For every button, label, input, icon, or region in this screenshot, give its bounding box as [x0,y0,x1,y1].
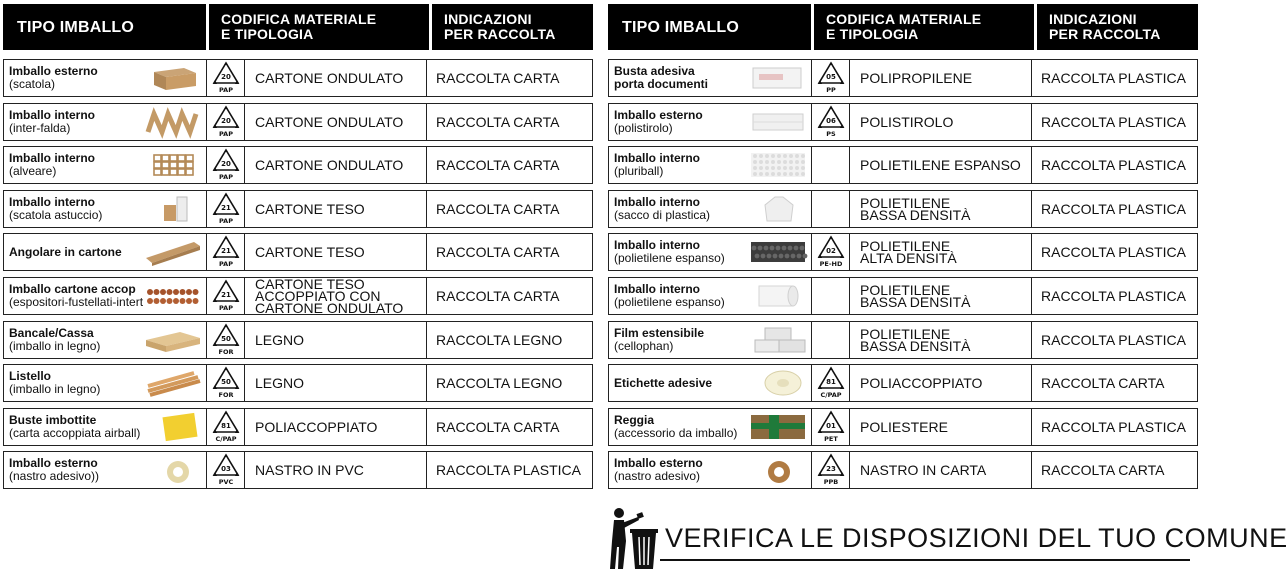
packaging-name-line2: porta documenti [614,77,709,91]
svg-text:PAP: PAP [218,303,233,312]
material-line: POLIETILENE [860,238,951,255]
recycling-code-cell [812,191,850,227]
collection-cell: RACCOLTA PLASTICA [1041,418,1186,435]
table-row [608,277,1198,315]
material-text [255,113,404,130]
svg-text:PAP: PAP [218,216,233,225]
packaging-name: Imballo esterno [9,64,98,78]
recycling-code-cell [207,104,245,140]
header-codifica [814,4,1034,50]
material-text [255,72,403,84]
packaging-type-text [614,239,725,265]
svg-text:PAP: PAP [218,260,233,269]
recycling-symbol-icon [211,366,241,400]
recycling-symbol-icon [211,453,241,487]
packaging-name: Imballo cartone accop [9,281,136,296]
packaging-subtitle: (carta accoppiata airball) [9,425,141,440]
packaging-name: Buste imbottite [9,412,97,427]
packaging-type-text [614,377,712,390]
foam-image [749,108,807,136]
packaging-type-text [614,196,710,222]
svg-text:20: 20 [220,116,231,125]
packaging-name: Imballo interno [9,151,96,166]
packaging-subtitle: (polietilene espanso) [614,294,725,309]
footer-notice [608,505,1288,575]
material-cell [245,452,427,488]
material-cell [245,60,427,96]
material-line: BASSA DENSITÀ [860,337,971,354]
left-table-rows [3,59,593,489]
material-text [860,325,971,354]
material-line: POLIETILENE [860,281,951,298]
svg-text:81: 81 [220,421,231,430]
table-row [608,233,1198,271]
recycling-code-cell [207,409,245,445]
header-indicazioni [432,4,593,50]
material-cell [245,147,427,183]
svg-text:PP: PP [825,86,836,94]
packaging-type-text [9,414,140,440]
table-row [3,451,593,489]
collection-cell: RACCOLTA CARTA [436,287,560,304]
packaging-type-cell [609,60,812,96]
packaging-subtitle: (polietilene espanso) [614,251,725,266]
material-line: CARTONE TESO [255,244,365,261]
collection-cell: RACCOLTA PLASTICA [1041,287,1186,304]
material-cell [850,147,1032,183]
packaging-type-cell [609,452,812,488]
material-cell [850,365,1032,401]
recycling-symbol-icon [816,410,846,444]
material-line: ACCOPPIATO CON [255,287,381,304]
material-line: POLIPROPILENE [860,70,973,86]
table-row [3,59,593,97]
grid-image [144,151,202,179]
right-table [608,4,1198,495]
material-cell [850,452,1032,488]
table-row [608,146,1198,184]
header-codifica-text: CODIFICA MATERIALE E TIPOLOGIA [826,11,982,42]
table-row [3,103,593,141]
collection-cell: RACCOLTA PLASTICA [1041,70,1186,86]
packaging-type-cell [4,104,207,140]
packaging-name: Bancale/Cassa [9,325,94,340]
recycling-code-cell [812,322,850,358]
packaging-type-text [614,457,703,483]
packaging-type-cell [609,322,812,358]
case-image [144,195,202,223]
tape-image [144,456,202,484]
table-row [3,277,593,315]
packaging-name: Reggia [614,412,655,427]
table-row [608,321,1198,359]
material-text [860,238,957,267]
packaging-type-cell [609,191,812,227]
table-row [608,364,1198,402]
packaging-type-text [9,65,98,91]
table-row [608,408,1198,446]
material-cell [850,191,1032,227]
packaging-type-text [614,327,704,353]
header-indicazioni [1037,4,1198,50]
collection-cell: RACCOLTA PLASTICA [1041,200,1186,217]
papertape-image [749,456,807,484]
recycling-code-cell [207,60,245,96]
packaging-type-cell [609,147,812,183]
folds-image [144,108,202,136]
svg-text:23: 23 [825,465,836,474]
recycling-symbol-icon [816,235,846,269]
packaging-type-cell [4,365,207,401]
svg-text:PVC: PVC [218,478,233,487]
eggfoam-image [749,238,807,266]
svg-text:21: 21 [220,203,231,212]
collection-cell: RACCOLTA LEGNO [436,331,563,348]
svg-text:05: 05 [825,73,836,81]
packaging-name: Imballo interno [614,151,701,166]
packaging-type-text [614,109,703,135]
material-cell [245,365,427,401]
table-row [608,59,1198,97]
packaging-name: Imballo interno [9,107,96,122]
packaging-subtitle: (inter-falda) [9,120,71,135]
svg-text:FOR: FOR [218,347,233,356]
svg-text:03: 03 [220,465,231,474]
recycling-code-cell [812,278,850,314]
packaging-subtitle: (nastro adesivo)) [9,469,100,484]
material-line: BASSA DENSITÀ [860,293,971,310]
table-row [608,451,1198,489]
collection-cell: RACCOLTA CARTA [436,157,560,174]
recycling-code-cell [812,409,850,445]
recycling-code-cell [207,365,245,401]
collection-cell: RACCOLTA CARTA [436,244,560,261]
packaging-type-cell [4,191,207,227]
packaging-type-cell [609,365,812,401]
envelope-image [144,413,202,441]
packaging-type-cell [609,104,812,140]
left-table [3,4,593,495]
packaging-type-text [9,109,95,135]
svg-text:21: 21 [220,290,231,299]
collection-cell: RACCOLTA LEGNO [436,375,563,392]
collection-cell: RACCOLTA PLASTICA [1041,157,1186,174]
material-line: CARTONE ONDULATO [255,157,404,174]
box-image [144,64,202,92]
sack-image [749,195,807,223]
packaging-subtitle: (scatola) [9,77,56,91]
tubes-image [144,282,202,310]
packaging-type-text [9,283,143,309]
table-row [3,321,593,359]
packaging-subtitle: (alveare) [9,164,57,179]
material-line: BASSA DENSITÀ [860,206,971,223]
material-line: CARTONE ONDULATO [255,113,404,130]
packaging-type-cell [4,278,207,314]
material-cell [245,104,427,140]
collection-cell: RACCOLTA CARTA [1041,462,1165,479]
recycling-symbol-icon [211,192,241,226]
packaging-type-text [9,196,102,222]
packaging-name: Imballo interno [614,194,701,209]
recycling-symbol-icon [211,61,241,95]
bubble-image [749,151,807,179]
material-text [255,275,404,316]
footer-underline [660,559,1190,561]
material-line: POLIACCOPPIATO [860,375,983,392]
docbag-image [749,64,807,92]
recycling-symbol-icon [816,61,846,95]
table-row [3,364,593,402]
header-codifica [209,4,429,50]
material-cell [245,191,427,227]
packaging-name: Imballo esterno [614,107,703,122]
material-cell [850,322,1032,358]
collection-cell: RACCOLTA PLASTICA [1041,113,1186,130]
collection-cell: RACCOLTA PLASTICA [436,462,581,479]
packaging-type-text [614,152,700,178]
packaging-subtitle: (polistirolo) [614,120,673,135]
recycling-symbol-icon [211,235,241,269]
header-tipo-imballo: TIPO IMBALLO [3,4,206,50]
svg-text:06: 06 [825,116,836,125]
packaging-subtitle: (accessorio da imballo) [614,425,738,440]
packaging-name: Listello [9,369,52,384]
collection-cell: RACCOLTA CARTA [436,418,560,435]
film-image [749,326,807,354]
strap-image [749,413,807,441]
packaging-name: Imballo esterno [614,456,703,471]
recycling-symbol-icon [211,279,241,313]
material-cell [245,322,427,358]
table-row [608,190,1198,228]
sticks-image [144,369,202,397]
svg-text:21: 21 [220,247,231,256]
recycling-code-cell [207,278,245,314]
packaging-subtitle: (cellophan) [614,338,674,353]
table-row [608,103,1198,141]
svg-text:FOR: FOR [218,391,233,400]
svg-text:PPB: PPB [823,478,838,487]
material-line: ALTA DENSITÀ [860,250,957,267]
recycling-code-cell [812,147,850,183]
recycling-symbol-icon [816,366,846,400]
svg-text:PET: PET [823,434,838,443]
recycling-code-cell [812,60,850,96]
packaging-name: Imballo interno [9,194,96,209]
material-text [255,375,305,392]
material-line: CARTONE ONDULATO [255,70,404,86]
packaging-subtitle: (sacco di plastica) [614,207,711,222]
material-line: CARTONE TESO [255,200,365,217]
material-text [860,113,954,130]
packaging-type-text [9,370,100,396]
material-text [860,194,971,223]
recycling-code-cell [812,234,850,270]
table-row [3,233,593,271]
packaging-subtitle: (scatola astuccio) [9,207,103,222]
packaging-name: Etichette adesive [614,375,713,390]
material-text [255,462,364,479]
trash-bin-person-icon [608,507,660,571]
packaging-type-cell [609,278,812,314]
material-text [860,418,948,435]
material-line: POLIETILENE ESPANSO [860,157,1021,174]
material-line: LEGNO [255,331,305,348]
packaging-type-cell [4,234,207,270]
material-text [860,72,972,84]
recycling-code-cell [207,322,245,358]
packaging-type-cell [609,409,812,445]
recycling-symbol-icon [211,410,241,444]
packaging-type-text [9,246,122,259]
packaging-type-text [9,152,95,178]
material-line: POLIETILENE [860,325,951,342]
svg-text:01: 01 [825,421,836,430]
packaging-type-text [9,457,99,483]
packaging-subtitle: (imballo in legno) [9,338,101,353]
recycling-code-cell [207,234,245,270]
material-cell [850,60,1032,96]
left-table-header [3,4,593,50]
footer-text: VERIFICA LE DISPOSIZIONI DEL TUO COMUNE [665,523,1288,553]
packaging-type-text [614,65,708,91]
packaging-subtitle: (nastro adesivo) [614,469,701,484]
table-row [3,146,593,184]
packaging-subtitle: (pluriball) [614,164,664,179]
material-line: POLIESTERE [860,418,948,435]
collection-cell: RACCOLTA CARTA [1041,375,1165,392]
collection-cell: RACCOLTA CARTA [436,200,560,217]
material-text [860,462,987,479]
header-indicazioni-text: INDICAZIONI PER RACCOLTA [1049,11,1161,42]
right-table-header [608,4,1198,50]
header-indicazioni-text: INDICAZIONI PER RACCOLTA [444,11,556,42]
recycling-symbol-icon [816,105,846,139]
svg-text:50: 50 [220,334,231,343]
packaging-name: Imballo esterno [9,456,98,471]
material-cell [245,275,427,316]
recycling-code-cell [812,104,850,140]
material-text [255,157,404,174]
material-line: POLIACCOPPIATO [255,418,378,435]
svg-text:20: 20 [220,160,231,169]
collection-cell: RACCOLTA PLASTICA [1041,331,1186,348]
material-line: POLISTIROLO [860,113,954,130]
material-text [860,375,983,392]
svg-text:81: 81 [825,378,836,387]
material-line: NASTRO IN CARTA [860,462,987,479]
header-codifica-text: CODIFICA MATERIALE E TIPOLOGIA [221,11,377,42]
packaging-name: Angolare in cartone [9,244,122,259]
packaging-subtitle: (espositori-fustellati-intert [9,294,144,309]
packaging-type-cell [4,60,207,96]
material-cell [850,278,1032,314]
svg-text:C/PAP: C/PAP [819,391,842,400]
material-cell [850,104,1032,140]
packaging-type-text [614,283,725,309]
material-text [860,157,1021,174]
material-text [255,200,365,217]
svg-text:02: 02 [825,247,836,256]
table-row [3,190,593,228]
pallet-image [144,326,202,354]
recycling-symbol-icon [211,148,241,182]
collection-cell: RACCOLTA CARTA [436,70,560,86]
header-tipo-imballo: TIPO IMBALLO [608,4,811,50]
material-text [860,281,971,310]
collection-cell: RACCOLTA PLASTICA [1041,244,1186,261]
svg-text:C/PAP: C/PAP [214,434,237,443]
svg-text:50: 50 [220,378,231,387]
packaging-type-text [614,414,737,440]
material-cell [850,409,1032,445]
material-text [255,331,305,348]
collection-cell: RACCOLTA CARTA [436,113,560,130]
table-row [3,408,593,446]
packaging-type-cell [4,322,207,358]
recycling-code-cell [207,191,245,227]
packaging-type-cell [4,409,207,445]
material-line: CARTONE TESO [255,275,365,292]
recycling-symbol-icon [211,323,241,357]
recycling-code-cell [812,452,850,488]
packaging-type-cell [609,234,812,270]
svg-text:PAP: PAP [218,129,233,138]
packaging-name: Film estensibile [614,325,705,340]
material-cell [245,234,427,270]
material-text [255,418,378,435]
recycling-symbol-icon [211,105,241,139]
packaging-type-text [9,327,100,353]
angle-image [144,238,202,266]
packaging-type-cell [4,452,207,488]
packaging-name: Imballo interno [614,281,701,296]
packaging-type-cell [4,147,207,183]
material-cell [850,234,1032,270]
packaging-name: Busta adesiva [614,64,695,78]
recycling-symbol-icon [816,453,846,487]
recycling-code-cell [812,365,850,401]
svg-text:20: 20 [220,73,231,81]
svg-text:PAP: PAP [218,173,233,182]
svg-text:PS: PS [825,129,836,138]
packaging-subtitle: (imballo in legno) [9,382,101,397]
right-table-rows [608,59,1198,489]
svg-text:PE-HD: PE-HD [819,260,842,269]
svg-text:PAP: PAP [218,86,233,94]
recycling-code-cell [207,452,245,488]
material-line: NASTRO IN PVC [255,462,364,479]
recycling-code-cell [207,147,245,183]
material-text [255,244,365,261]
roll-image [749,282,807,310]
material-line: LEGNO [255,375,305,392]
packaging-name: Imballo interno [614,238,701,253]
material-line: POLIETILENE [860,194,951,211]
labels-image [749,369,807,397]
material-cell [245,409,427,445]
material-line: CARTONE ONDULATO [255,299,404,316]
